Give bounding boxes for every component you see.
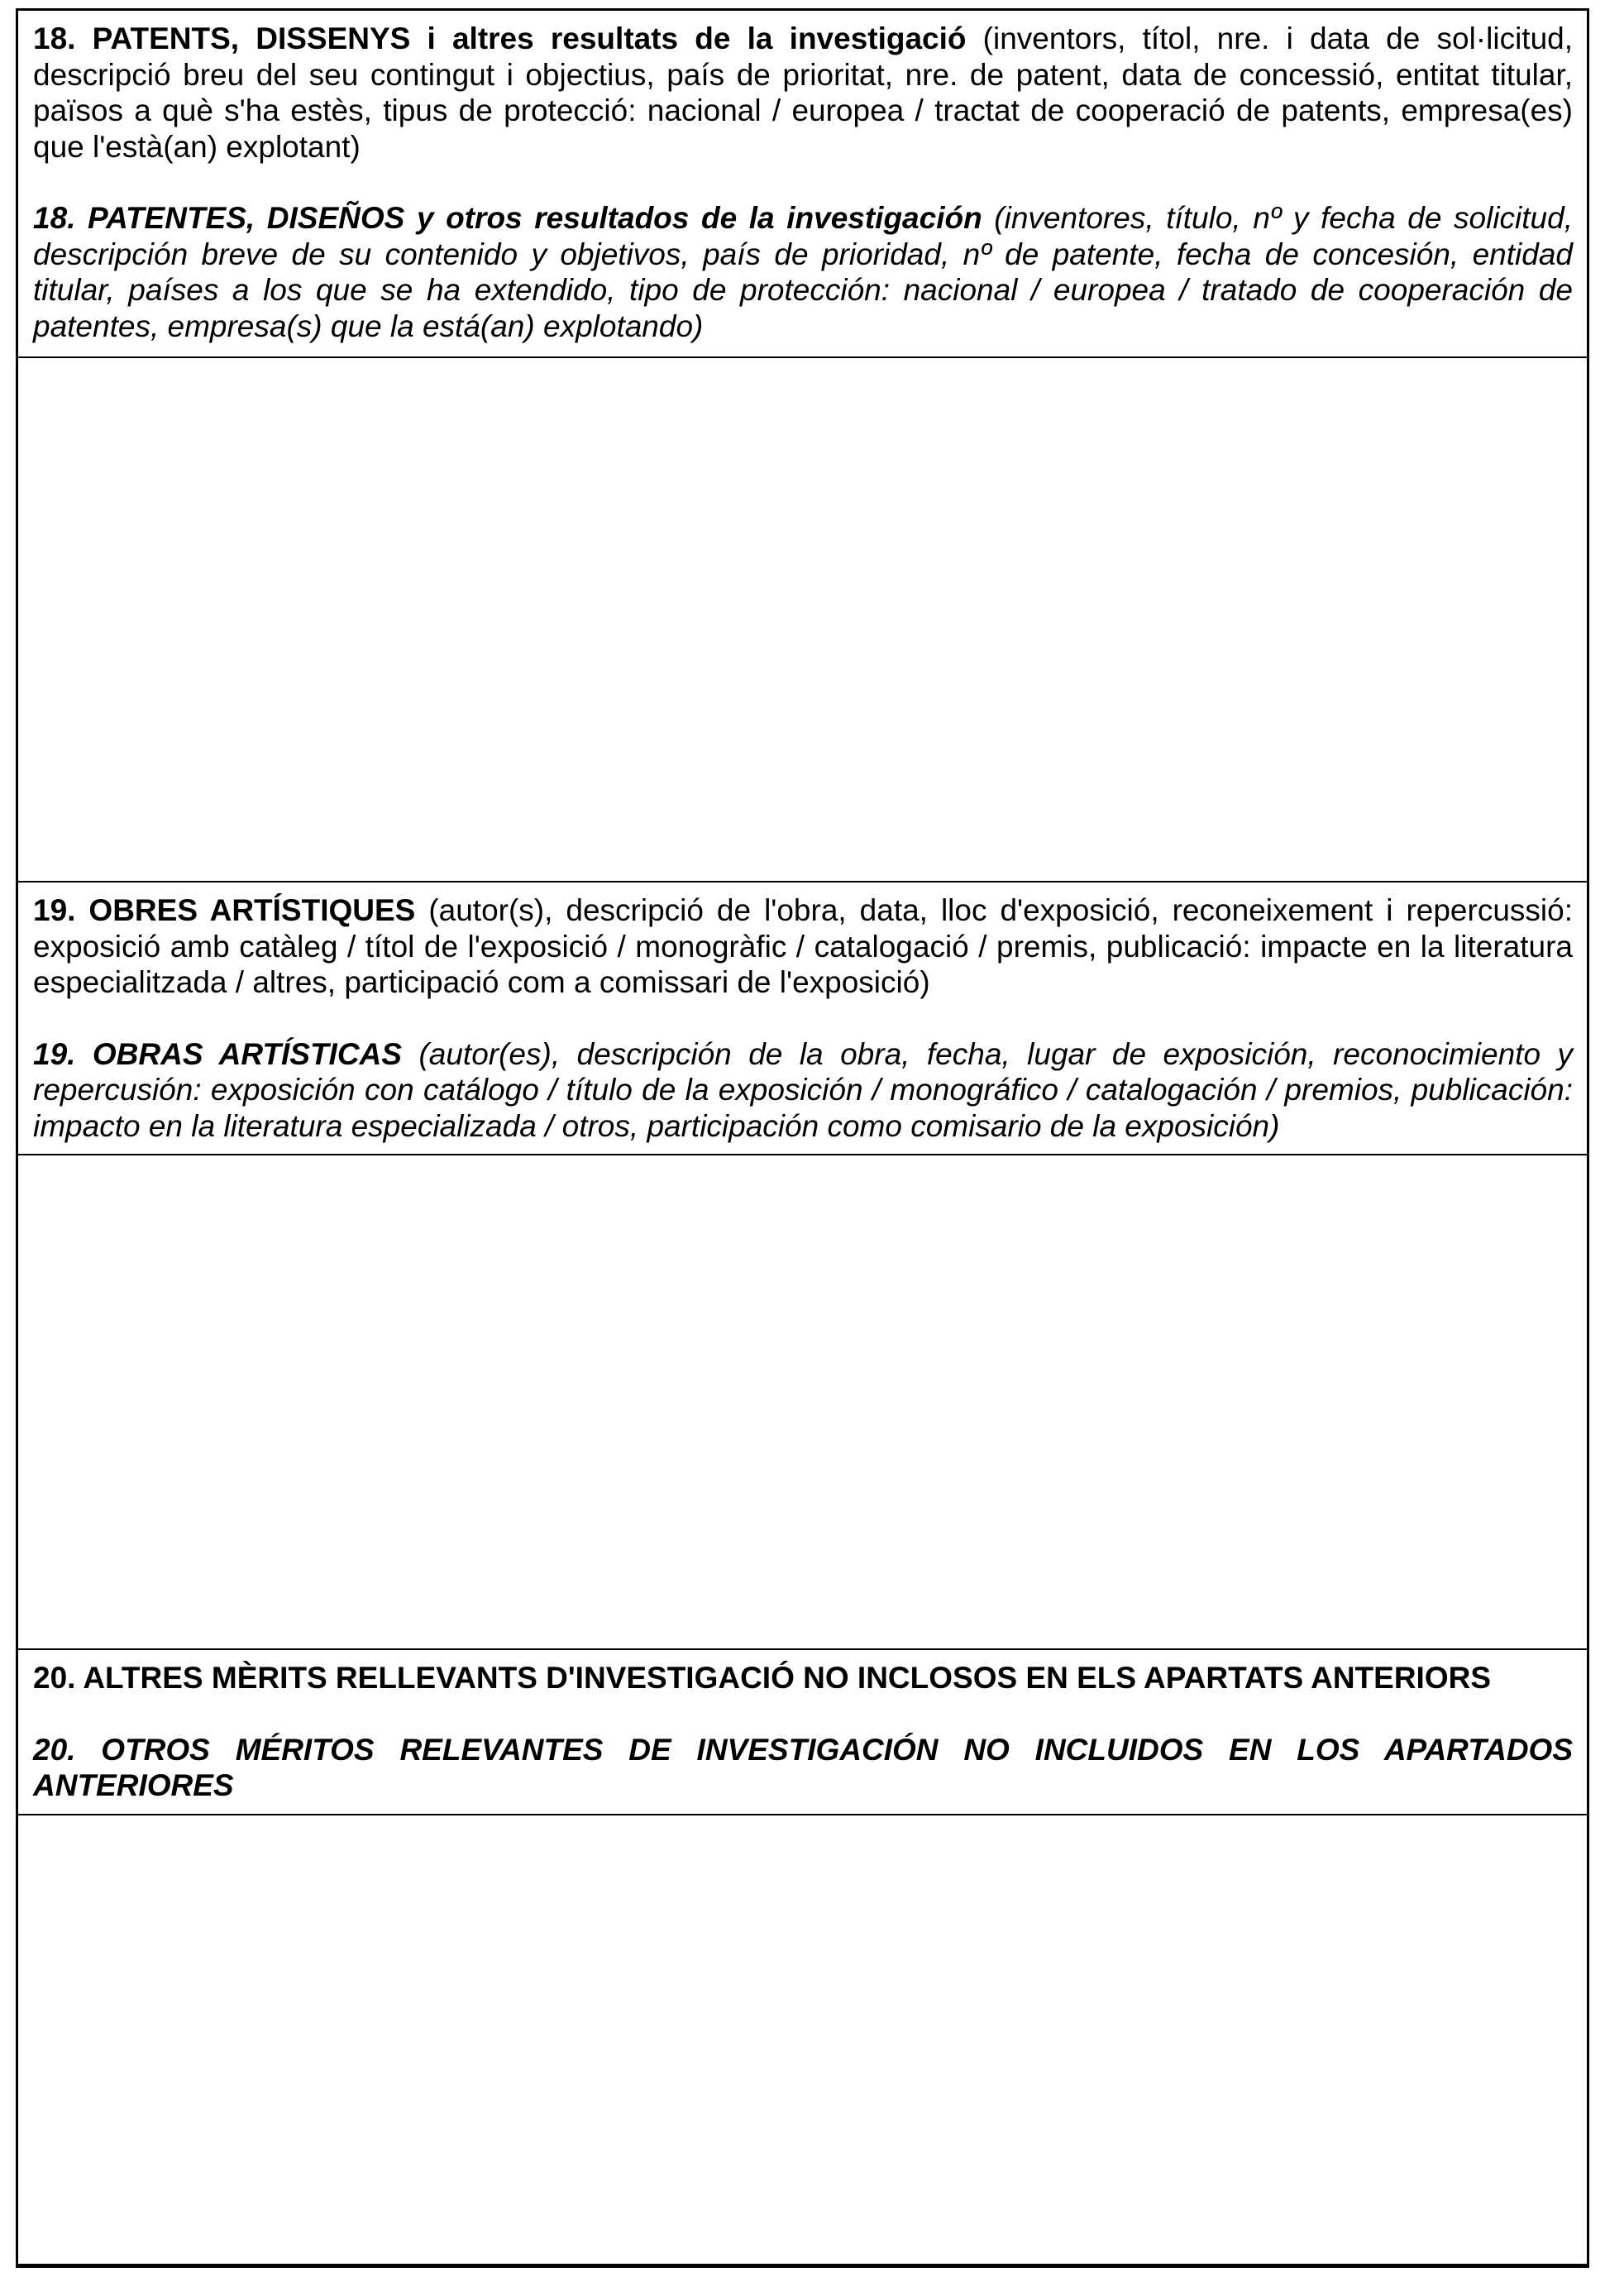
section-19-title-catalan	[33, 892, 1573, 1001]
section-20-title-spanish-lead: 20. OTROS MÉRITOS RELEVANTES DE INVESTIGACIÓN NO INCLUIDOS EN LOS APARTADOS ANTERIORES	[33, 1732, 1573, 1802]
section-20-header	[18, 1650, 1587, 1815]
section-19-title-spanish-lead: 19. OBRAS ARTÍSTICAS	[33, 1036, 402, 1071]
section-18-title-spanish	[33, 200, 1573, 344]
section-20-title-catalan	[33, 1660, 1573, 1696]
section-20-title-catalan-lead: 20. ALTRES MÈRITS RELLEVANTS D'INVESTIGACIÓ NO INCLOSOS EN ELS APARTATS ANTERIORS	[33, 1661, 1491, 1695]
section-19-title-catalan-description: (autor(s), descripció de l'obra, data, lloc d'exposició, reconeixement i repercussió: exposició amb catàleg / títol de l'exposició / monogràfic / catalogació / premis, publicació: impacte en la literatura especialitzada / altres, participació com a comissari de l'exposició)	[33, 893, 1573, 999]
section-18-title-catalan	[33, 21, 1573, 165]
section-19-entry-box[interactable]	[18, 1155, 1587, 1650]
section-19-title-spanish-description: (autor(es), descripción de la obra, fecha, lugar de exposición, reconocimiento y repercusión: exposición con catálogo / título de la exposición / monográfico / catalogación / premios, publicación: impacto en la literatura especializada / otros, participación como comisario de la exposición)	[33, 1036, 1573, 1143]
section-19-title-catalan-lead: 19. OBRES ARTÍSTIQUES	[33, 893, 416, 927]
section-18-entry-box[interactable]	[18, 358, 1587, 883]
section-20-entry-box[interactable]	[18, 1815, 1587, 2264]
section-19-header	[18, 883, 1587, 1155]
section-18-title-spanish-description: (inventores, título, nº y fecha de solicitud, descripción breve de su contenido y objetivos, país de prioridad, nº de patente, fecha de concesión, entidad titular, países a los que se ha extendido, tipo de protección: nacional / europea / tratado de cooperación de patentes, empresa(s) que la está(an) explotando)	[33, 201, 1573, 343]
cv-form-table	[16, 8, 1589, 2268]
section-20-title-spanish	[33, 1732, 1573, 1804]
section-18-header	[18, 11, 1587, 358]
section-18-title-catalan-description: (inventors, títol, nre. i data de sol·licitud, descripció breu del seu contingut i objectius, país de prioritat, nre. de patent, data de concessió, entitat titular, països a què s'ha estès, tipus de protecció: nacional / europea / tractat de cooperació de patents, empresa(es) que l'està(an) explotant)	[33, 22, 1573, 164]
section-19-title-spanish	[33, 1036, 1573, 1145]
section-18-title-spanish-lead: 18. PATENTES, DISEÑOS y otros resultados de la investigación	[33, 201, 982, 235]
section-18-title-catalan-lead: 18. PATENTS, DISSENYS i altres resultats de la investigació	[33, 22, 967, 55]
